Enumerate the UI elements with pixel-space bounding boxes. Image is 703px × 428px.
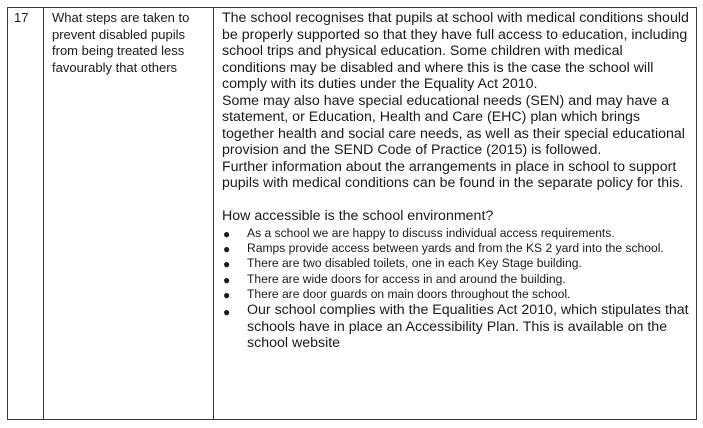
bullet-icon: ● (223, 305, 231, 320)
policy-table (7, 7, 697, 420)
bullet-icon: ● (223, 227, 231, 241)
answer-paragraph-medical: The school recognises that pupils at school with medical conditions should be properly supported so that they have full access to education, including school trips and physical education. Some children with medical conditions may be disabled and where this is the case the school will comply with its duties under the Equality Act 2010. (222, 10, 689, 92)
list-item-text: As a school we are happy to discuss individual access requirements. (247, 226, 615, 240)
list-item-text: There are wide doors for access in and around the building. (247, 271, 566, 286)
list-item (222, 226, 690, 240)
table-row (8, 8, 697, 420)
bullet-icon: ● (223, 242, 231, 257)
list-item-text: There are door guards on main doors throughout the school. (247, 286, 571, 301)
list-item-text: Our school complies with the Equalities Act 2010, which stipulates that schools have in place an Accessibility Plan. This is available on the school website (247, 302, 689, 352)
answer-paragraph-sen: Some may also have special educational needs (SEN) and may have a statement, or Education, Health and Care (EHC) plan which brings together health and social care needs, as well as their special educational provision and the SEND Code of Practice (2015) is followed. (222, 92, 685, 158)
list-item (222, 287, 690, 301)
answer-cell (214, 8, 697, 420)
bullet-icon: ● (223, 272, 231, 287)
bullet-icon: ● (223, 287, 231, 302)
list-item (222, 241, 690, 255)
list-item (222, 302, 690, 352)
list-item (222, 256, 690, 270)
list-item-text: There are two disabled toilets, one in each Key Stage building. (247, 256, 582, 271)
question-cell: What steps are taken to prevent disabled pupils from being treated less favourably that others (44, 8, 214, 420)
accessibility-subheading: How accessible is the school environment? (222, 207, 494, 224)
answer-paragraph-further-info: Further information about the arrangements in place in school to support pupils with medical conditions can be found in the separate policy for this. (222, 158, 684, 191)
row-number: 17 (8, 8, 44, 420)
accessibility-list (222, 226, 690, 352)
list-item (222, 272, 690, 286)
list-item-text: Ramps provide access between yards and from the KS 2 yard into the school. (247, 241, 664, 256)
bullet-icon: ● (223, 257, 231, 272)
